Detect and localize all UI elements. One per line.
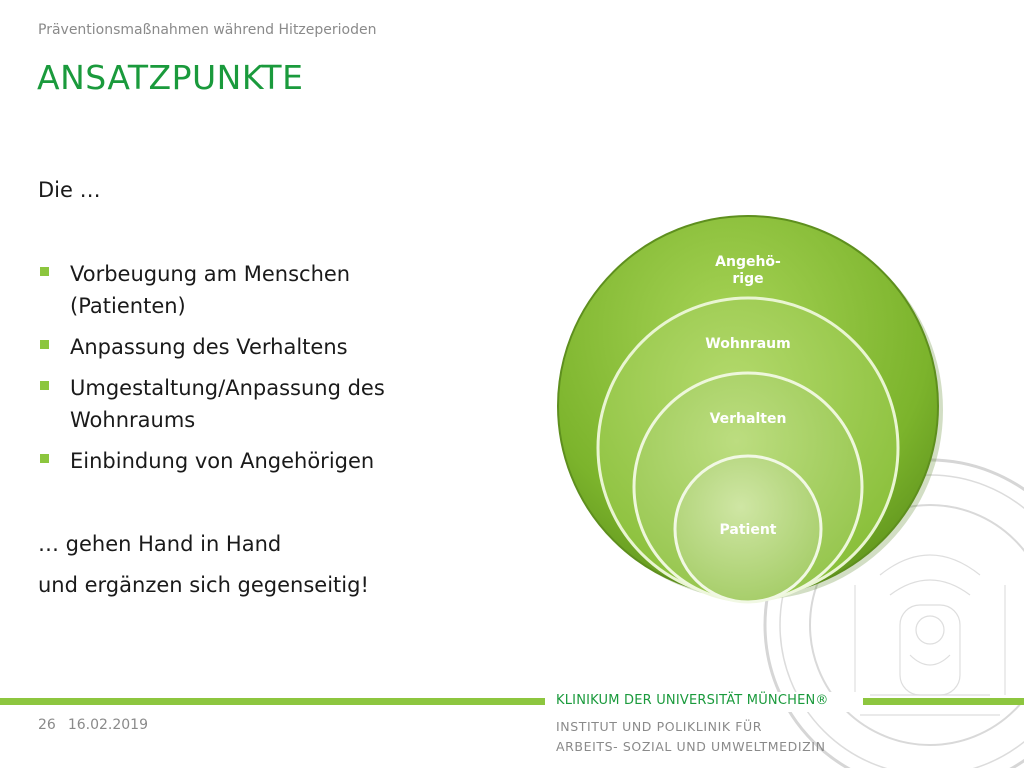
nested-circles-diagram	[548, 212, 950, 622]
outro-line-1: … gehen Hand in Hand	[38, 532, 282, 556]
bullet-item	[38, 372, 468, 436]
square-bullet-icon	[40, 381, 49, 390]
intro-text: Die …	[38, 178, 101, 202]
label-patient: Patient	[719, 522, 777, 538]
square-bullet-icon	[40, 340, 49, 349]
square-bullet-icon	[40, 454, 49, 463]
institute-line-2: ARBEITS- SOZIAL UND UMWELTMEDIZIN	[556, 739, 826, 754]
bullet-text: Umgestaltung/Anpassung des Wohnraums	[70, 376, 385, 432]
bullet-item	[38, 445, 468, 477]
label-wohnraum: Wohnraum	[705, 336, 791, 352]
bullet-item	[38, 258, 468, 322]
slide-date: 16.02.2019	[67, 717, 148, 733]
label-verhalten: Verhalten	[709, 411, 787, 427]
footer-green-bar	[0, 698, 1024, 705]
square-bullet-icon	[40, 267, 49, 276]
slide-title: ANSATZPUNKTE	[37, 58, 304, 97]
bullet-text: Anpassung des Verhaltens	[70, 335, 348, 359]
bullet-text: Einbindung von Angehörigen	[70, 449, 375, 473]
label-angehoerige-line1: Angehö-	[715, 254, 781, 270]
footer-page-info	[38, 717, 160, 733]
institute-line-1: INSTITUT UND POLIKLINIK FÜR	[556, 719, 763, 734]
clinic-name: KLINIKUM DER UNIVERSITÄT MÜNCHEN®	[556, 693, 829, 708]
label-angehoerige-line2: rige	[732, 271, 764, 287]
bullet-item	[38, 331, 468, 363]
bullet-list	[38, 258, 468, 486]
bullet-text: Vorbeugung am Menschen (Patienten)	[70, 262, 351, 318]
presentation-topic: Präventionsmaßnahmen während Hitzeperioden	[38, 22, 377, 38]
outro-line-2: und ergänzen sich gegenseitig!	[38, 573, 369, 597]
page-number: 26	[38, 717, 56, 733]
